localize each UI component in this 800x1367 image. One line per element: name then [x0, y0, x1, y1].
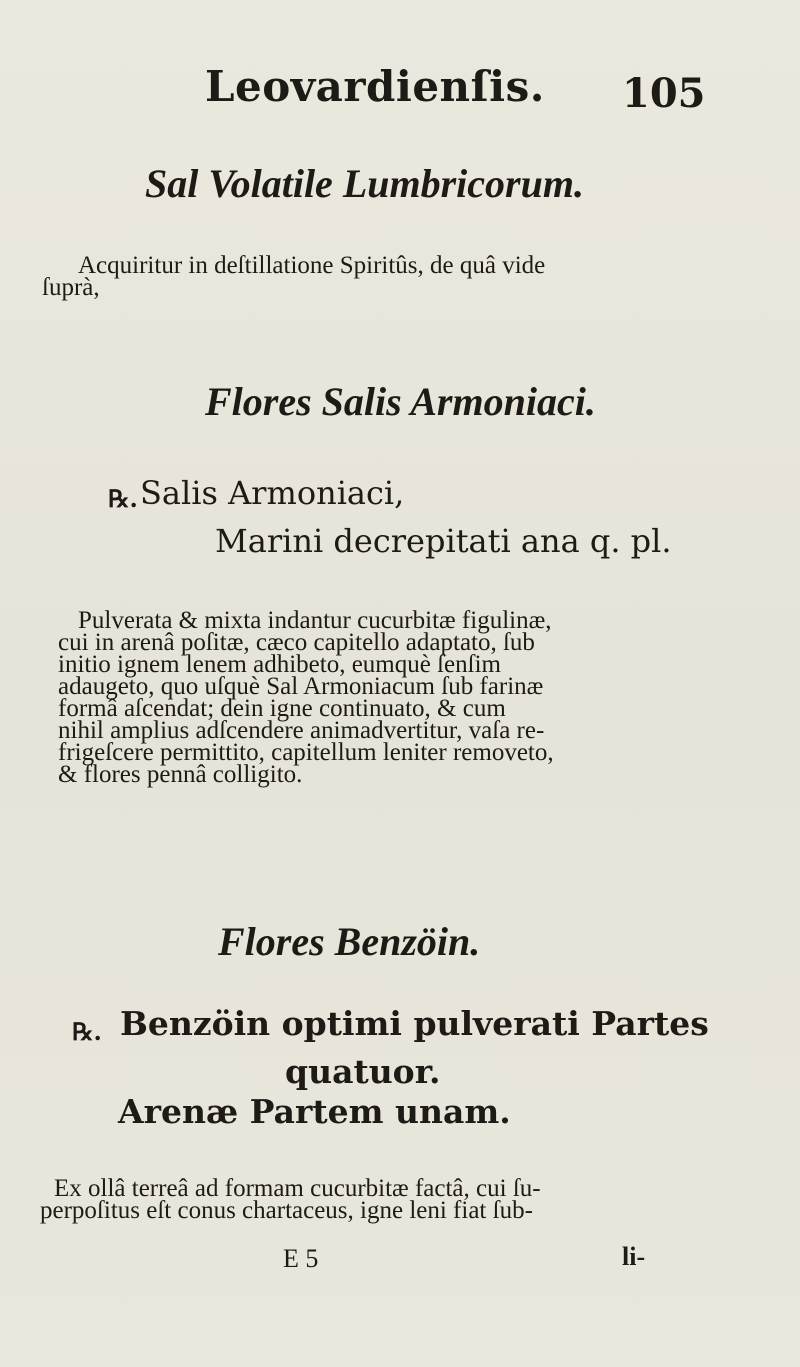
page-number: 105 — [622, 70, 706, 117]
catchword: li- — [622, 1242, 646, 1271]
ingredient-line: Salis Armoniaci, — [140, 474, 405, 512]
section-title-sal-volatile: Sal Volatile Lumbricorum. — [145, 161, 584, 206]
paragraph-flores-benzoin — [40, 1175, 690, 1224]
text-line: perpoſitus eſt conus chartaceus, igne leni fiat ſub- — [40, 1197, 533, 1224]
text-line: frigeſcere permittito, capitellum leniter removeto, — [58, 739, 554, 766]
section-title-flores-benzoin: Flores Benzöin. — [218, 919, 481, 964]
text-line: initio ignem lenem adhibeto, eumquè ſenſim — [58, 651, 501, 678]
ingredient-line: Benzöin optimi pulverati Partes — [120, 1004, 709, 1043]
text-line: Acquiritur in deſtillatione Spiritûs, de quâ vide — [78, 252, 546, 279]
ingredient-line: Marini decrepitati ana q. pl. — [215, 522, 672, 560]
text-line: Pulverata & mixta indantur cucurbitæ figulinæ, — [78, 607, 552, 634]
ingredient-line: quatuor. — [285, 1052, 441, 1091]
ingredient-line: Arenæ Partem unam. — [118, 1092, 511, 1131]
text-line: ſuprà, — [42, 274, 100, 301]
section-title-flores-salis-armoniaci: Flores Salis Armoniaci. — [205, 379, 596, 424]
text-line: adaugeto, quo uſquè Sal Armoniacum ſub farinæ — [58, 673, 544, 700]
text-line: formâ aſcendat; dein igne continuato, & cum — [58, 695, 506, 722]
paragraph-flores-salis-armoniaci — [58, 607, 708, 788]
text-line: Ex ollâ terreâ ad formam cucurbitæ factâ, cui ſu- — [54, 1175, 541, 1202]
recipe-mark: ℞. — [108, 484, 138, 513]
text-line: nihil amplius adſcendere animadvertitur, vaſa re- — [58, 717, 545, 744]
text-line: & flores pennâ colligito. — [58, 761, 303, 788]
text-line: cui in arenâ poſitæ, cæco capitello adaptato, ſub — [58, 629, 535, 656]
signature-mark: E 5 — [283, 1244, 319, 1273]
running-head: Leovardienſis. — [205, 62, 545, 111]
recipe-mark: ℞. — [72, 1017, 102, 1046]
paragraph-sal-volatile — [42, 252, 697, 301]
